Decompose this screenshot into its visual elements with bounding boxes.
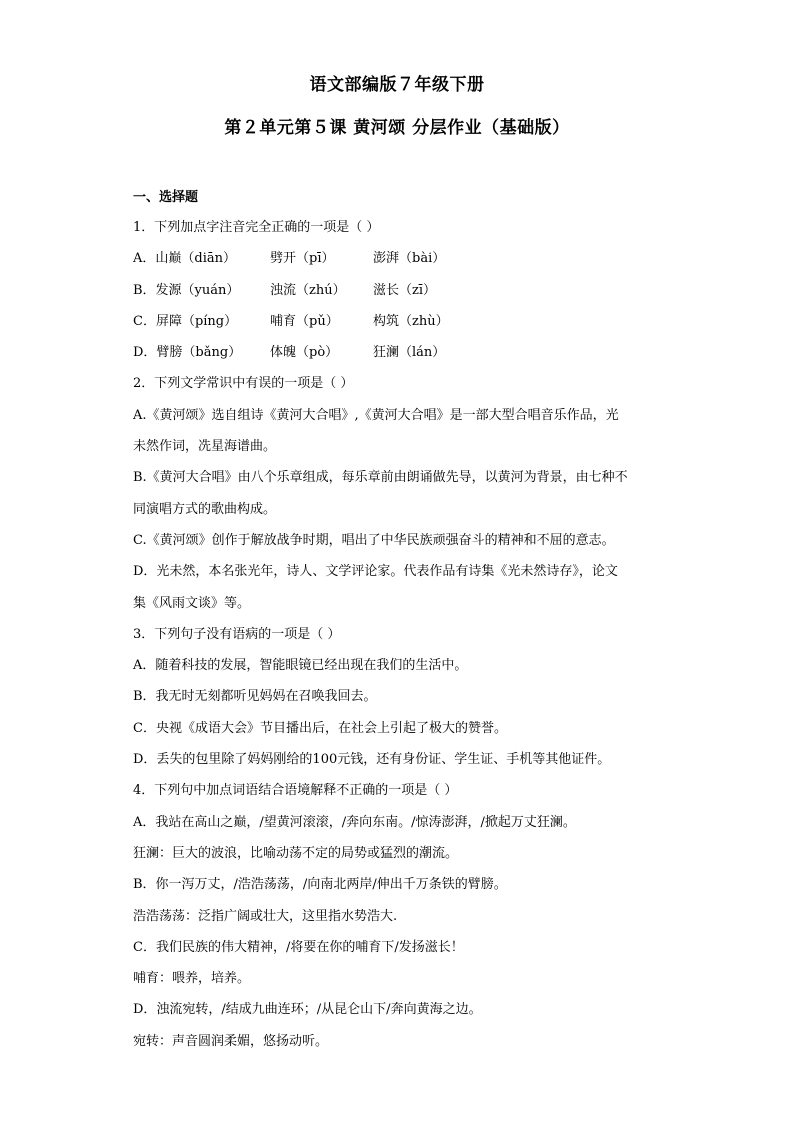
question-4-stem: 4．下列句中加点词语结合语境解释不正确的一项是（ ）: [133, 783, 458, 799]
option-part: 浊流（zhú）: [270, 282, 346, 298]
question-4-option-a-explanation: 狂澜：巨大的波浪，比喻动荡不定的局势或猛烈的潮流。: [133, 845, 459, 861]
question-2-option-a-line2: 未然作词，冼星海谱曲。: [133, 439, 277, 455]
option-part: B．发源（yuán）: [133, 282, 240, 298]
question-1-option-c: [133, 306, 663, 337]
question-4-option-b: B．你一泻万丈，/浩浩荡荡，/向南北两岸/伸出千万条铁的臂膀。: [133, 877, 507, 893]
question-2-option-c: C.《黄河颂》创作于解放战争时期，唱出了中华民族顽强奋斗的精神和不屈的意志。: [133, 532, 615, 548]
question-2-option-d-line2: 集《风雨文谈》等。: [133, 595, 251, 611]
question-4-option-a: A．我站在高山之巅，/望黄河滚滚，/奔向东南。/惊涛澎湃，/掀起万丈狂澜。: [133, 814, 576, 830]
question-4-option-c-explanation: 哺育：喂养，培养。: [133, 971, 251, 987]
question-2-option-b-line2: 同演唱方式的歌曲构成。: [133, 501, 277, 517]
option-part: 哺育（pǔ）: [270, 313, 339, 329]
question-3-option-b: B．我无时无刻都听见妈妈在召唤我回去。: [133, 689, 377, 705]
question-3-option-a: A．随着科技的发展，智能眼镜已经出现在我们的生活中。: [133, 658, 468, 674]
question-3-option-d: D．丢失的包里除了妈妈刚给的100元钱，还有身份证、学生证、手机等其他证件。: [133, 752, 611, 768]
option-part: 体魄（pò）: [270, 345, 339, 361]
document-title: 语文部编版７年级下册: [309, 75, 485, 95]
question-1-stem: 1．下列加点字注音完全正确的一项是（ ）: [133, 220, 380, 235]
option-part: 澎湃（bài）: [373, 251, 446, 267]
section-heading: 一、选择题: [133, 190, 199, 205]
question-3-option-c: C．央视《成语大会》节目播出后，在社会上引起了极大的赞誉。: [133, 720, 507, 736]
question-2-stem: 2．下列文学常识中有误的一项是（ ）: [133, 376, 354, 392]
question-body: [133, 212, 663, 1057]
question-1-option-d: [133, 337, 663, 368]
option-part: 狂澜（lán）: [373, 345, 446, 361]
question-2-option-b-line1: B.《黄河大合唱》由八个乐章组成，每乐章前由朗诵做先导，以黄河为背景，由七种不: [133, 470, 628, 486]
question-2-option-a-line1: A.《黄河颂》选自组诗《黄河大合唱》,《黄河大合唱》是一部大型合唱音乐作品，光: [133, 407, 619, 423]
option-part: D．臂膀（bǎng）: [133, 345, 242, 361]
question-3-stem: 3．下列句子没有语病的一项是（ ）: [133, 626, 341, 642]
question-2-option-d-line1: D．光未然，本名张光年，诗人、文学评论家。代表作品有诗集《光未然诗存》，论文: [133, 564, 618, 580]
question-4-option-d: D．浊流宛转，/结成九曲连环；/从昆仑山下/奔向黄海之边。: [133, 1002, 482, 1018]
question-1-option-a: [133, 243, 663, 274]
option-part: 劈开（pī）: [270, 251, 335, 267]
question-1-option-b: [133, 275, 663, 306]
question-4-option-d-explanation: 宛转：声音圆润柔媚，悠扬动听。: [133, 1033, 329, 1049]
option-part: C．屏障（píng）: [133, 313, 238, 329]
option-part: 滋长（zī）: [373, 282, 437, 298]
question-4-option-c: C．我们民族的伟大精神，/将要在你的哺育下/发扬滋长！: [133, 939, 464, 955]
document-subtitle: 第２单元第５课 黄河颂 分层作业（基础版）: [224, 118, 570, 138]
option-part: A．山巅（diān）: [133, 251, 236, 267]
question-4-option-b-explanation: 浩浩荡荡：泛指广阔或壮大，这里指水势浩大.: [133, 908, 398, 924]
option-part: 构筑（zhù）: [373, 313, 449, 329]
